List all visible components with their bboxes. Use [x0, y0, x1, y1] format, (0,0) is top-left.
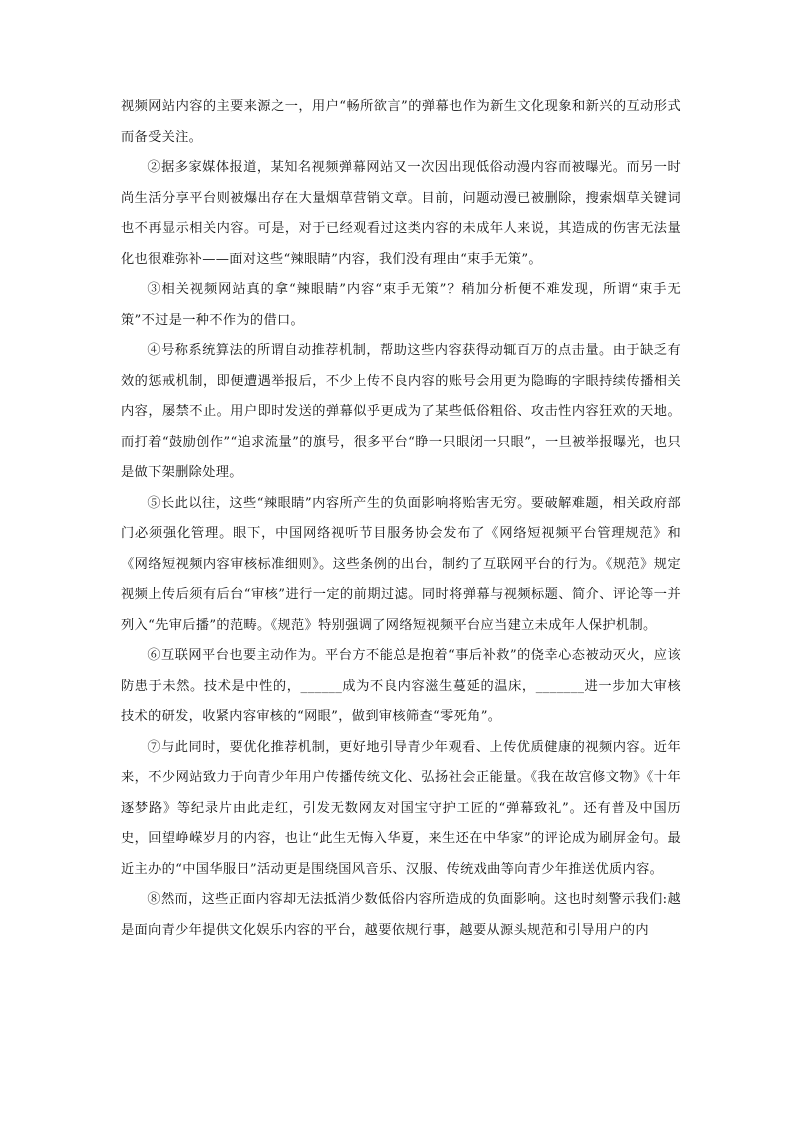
paragraph-4: ④号称系统算法的所谓自动推荐机制，帮助这些内容获得动辄百万的点击量。由于缺乏有效的惩戒机制，即便遭遇举报后，不少上传不良内容的账号会用更为隐晦的字眼持续传播相关内容，屡禁不止。用户即时发送的弹幕似乎更成为了某些低俗粗俗、攻击性内容狂欢的天地。而打着“鼓励创作”“追求流量”的旗号，很多平台“睁一只眼闭一只眼”，一旦被举报曝光，也只是做下架删除处理。: [121, 343, 681, 480]
paragraph-7: ⑦与此同时，要优化推荐机制，更好地引导青少年观看、上传优质健康的视频内容。近年来，不少网站致力于向青少年用户传播传统文化、弘扬社会正能量。《我在故宫修文物》《十年逐梦路》等纪录片由此走红，引发无数网友对国宝守护工匠的“弹幕致礼”。还有普及中国历史，回望峥嵘岁月的内容，也让“此生无悔入华夏，来生还在中华家”的评论成为刷屏金句。最近主办的“中国华服日”活动更是围绕国风音乐、汉服、传统戏曲等向青少年推送优质内容。: [121, 739, 681, 877]
paragraph-3: ③相关视频网站真的拿“辣眼睛”内容“束手无策”？稍加分析便不难发现，所谓“束手无策”不过是一种不作为的借口。: [121, 282, 681, 328]
article-body: [121, 92, 681, 946]
paragraph-6: ⑥互联网平台也要主动作为。平台方不能总是抱着“事后补救”的侥幸心态被动灭火，应该防患于未然。技术是中性的，______成为不良内容滋生蔓延的温床，_______进一步加大审核技术的研发，收紧内容审核的“网眼”，做到审核筛查“零死角”。: [121, 648, 681, 724]
paragraph-1-continued: 视频网站内容的主要来源之一，用户“畅所欲言”的弹幕也作为新生文化现象和新兴的互动形式而备受关注。: [121, 99, 681, 145]
paragraph-8: ⑧然而，这些正面内容却无法抵消少数低俗内容所造成的负面影响。这也时刻警示我们:越是面向青少年提供文化娱乐内容的平台，越要依规行事，越要从源头规范和引导用户的内: [121, 892, 681, 938]
paragraph-2: ②据多家媒体报道，某知名视频弹幕网站又一次因出现低俗动漫内容而被曝光。而另一时尚生活分享平台则被爆出存在大量烟草营销文章。目前，问题动漫已被删除，搜索烟草关键词也不再显示相关内容。可是，对于已经观看过这类内容的未成年人来说，其造成的伤害无法量化也很难弥补——面对这些“辣眼睛”内容，我们没有理由“束手无策”。: [121, 160, 681, 267]
paragraph-5: ⑤长此以往，这些“辣眼睛”内容所产生的负面影响将贻害无穷。要破解难题，相关政府部门必须强化管理。眼下，中国网络视听节目服务协会发布了《网络短视频平台管理规范》和《网络短视频内容审核标准细则》。这些条例的出台，制约了互联网平台的行为。《规范》规定视频上传后须有后台“审核”进行一定的前期过滤。同时将弹幕与视频标题、简介、评论等一并列入“先审后播”的范畴。《规范》特别强调了网络短视频平台应当建立未成年人保护机制。: [121, 495, 681, 633]
